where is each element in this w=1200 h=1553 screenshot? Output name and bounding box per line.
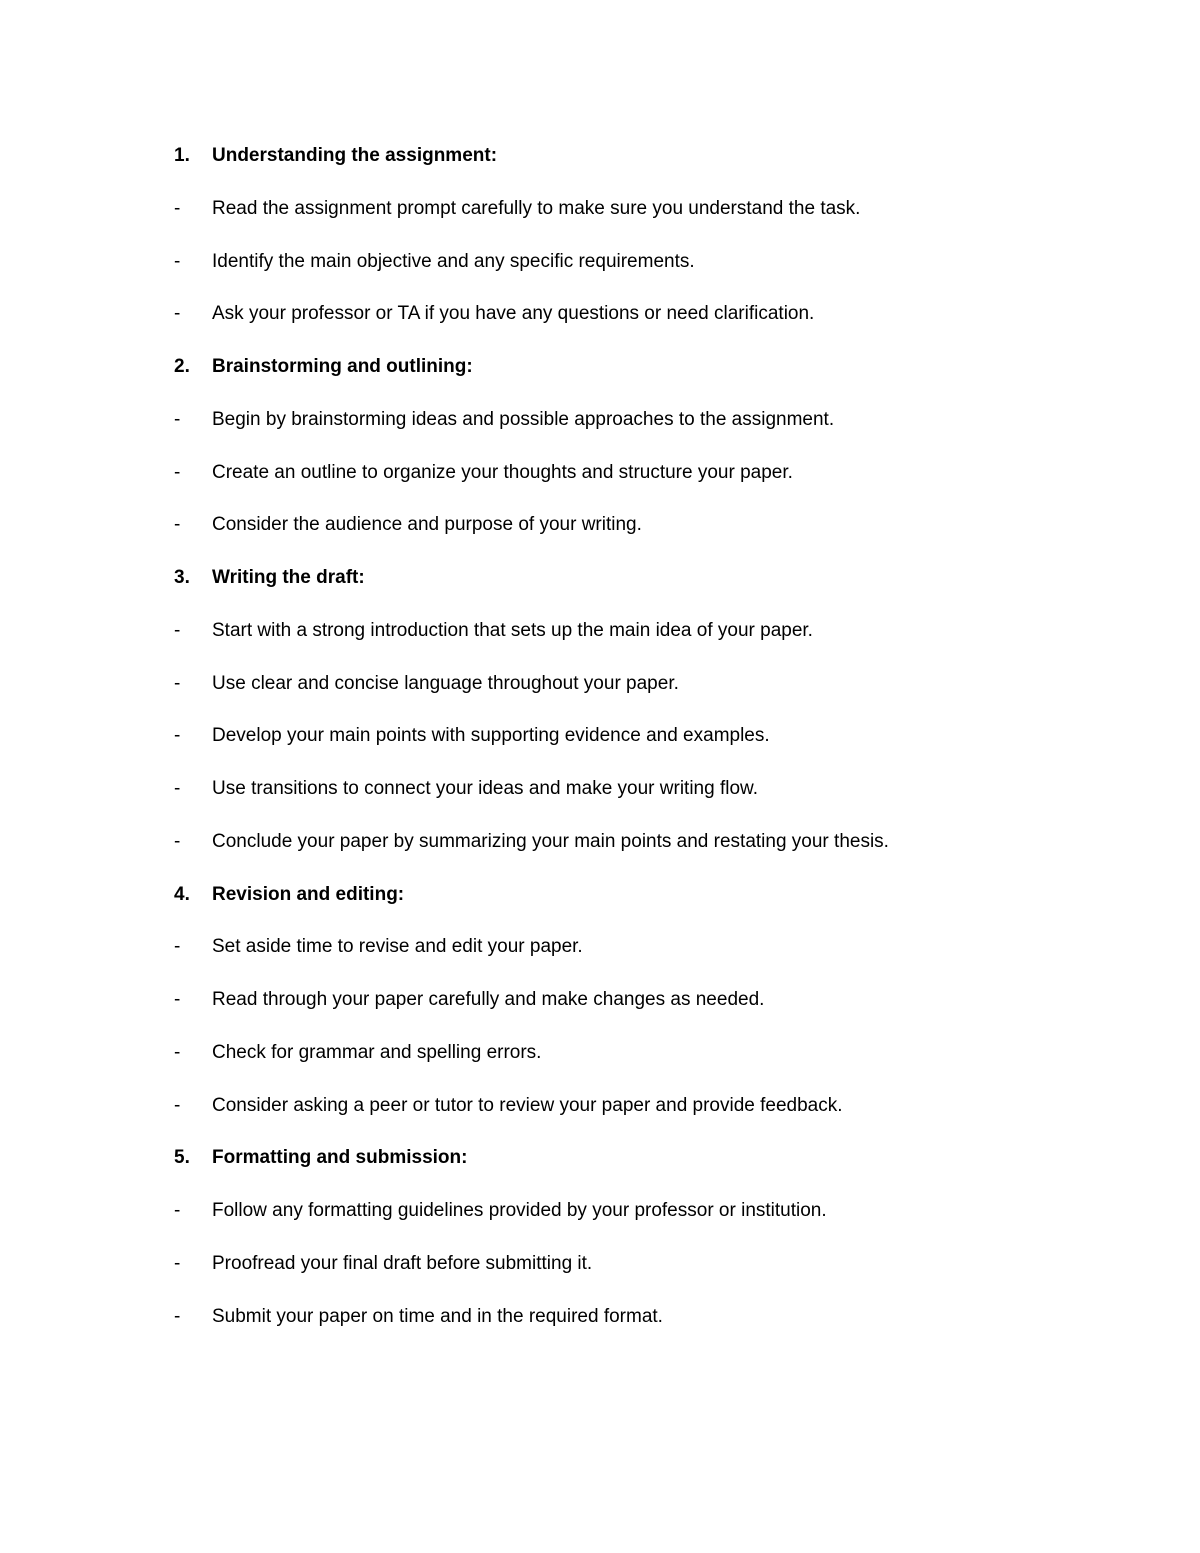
section-number: 2. (174, 356, 190, 377)
bullet-dash: - (174, 197, 181, 219)
list-item-text: Create an outline to organize your thoughts and structure your paper. (212, 461, 793, 483)
bullet-dash: - (174, 1305, 181, 1327)
document-body (174, 141, 1074, 1354)
section-number: 3. (174, 567, 190, 588)
list-item (174, 510, 1074, 563)
section-number: 1. (174, 145, 190, 166)
bullet-dash: - (174, 830, 181, 852)
list-item-text: Read the assignment prompt carefully to make sure you understand the task. (212, 197, 861, 219)
list-item-text: Identify the main objective and any specific requirements. (212, 250, 695, 272)
bullet-dash: - (174, 514, 181, 536)
bullet-dash: - (174, 672, 181, 694)
list-item (174, 405, 1074, 458)
list-item-text: Proofread your final draft before submitting it. (212, 1252, 593, 1274)
bullet-dash: - (174, 303, 181, 325)
list-item (174, 1302, 1074, 1355)
list-item (174, 721, 1074, 774)
list-item-text: Consider the audience and purpose of your writing. (212, 514, 642, 536)
list-item-text: Check for grammar and spelling errors. (212, 1041, 542, 1063)
list-item-text: Start with a strong introduction that sets up the main idea of your paper. (212, 619, 813, 641)
list-item-text: Begin by brainstorming ideas and possible approaches to the assignment. (212, 408, 835, 430)
list-item-text: Follow any formatting guidelines provided by your professor or institution. (212, 1200, 827, 1221)
section-title: Understanding the assignment: (212, 145, 498, 166)
list-item (174, 616, 1074, 669)
section-heading-4 (174, 880, 1074, 933)
list-item (174, 669, 1074, 722)
section-title: Revision and editing: (212, 883, 405, 905)
section-heading-2 (174, 352, 1074, 405)
bullet-dash: - (174, 1041, 181, 1063)
section-title: Brainstorming and outlining: (212, 356, 473, 377)
list-item-text: Use clear and concise language throughout your paper. (212, 672, 679, 694)
bullet-dash: - (174, 461, 181, 483)
section-number: 4. (174, 883, 190, 905)
bullet-dash: - (174, 936, 181, 958)
bullet-dash: - (174, 1094, 181, 1116)
list-item (174, 247, 1074, 300)
bullet-dash: - (174, 619, 181, 641)
bullet-dash: - (174, 778, 181, 799)
list-item (174, 774, 1074, 827)
bullet-dash: - (174, 1252, 181, 1274)
list-item (174, 932, 1074, 985)
list-item (174, 1249, 1074, 1302)
section-heading-5 (174, 1143, 1074, 1196)
list-item-text: Develop your main points with supporting evidence and examples. (212, 725, 770, 747)
list-item (174, 194, 1074, 247)
list-item-text: Set aside time to revise and edit your paper. (212, 936, 583, 958)
list-item-text: Submit your paper on time and in the required format. (212, 1305, 663, 1327)
list-item-text: Read through your paper carefully and make changes as needed. (212, 989, 765, 1010)
section-title: Writing the draft: (212, 567, 365, 588)
list-item (174, 1196, 1074, 1249)
list-item-text: Ask your professor or TA if you have any questions or need clarification. (212, 303, 815, 325)
list-item (174, 299, 1074, 352)
list-item (174, 827, 1074, 880)
list-item (174, 458, 1074, 511)
list-item-text: Consider asking a peer or tutor to review your paper and provide feedback. (212, 1094, 843, 1116)
list-item (174, 1091, 1074, 1144)
list-item-text: Use transitions to connect your ideas and make your writing flow. (212, 778, 758, 799)
list-item-text: Conclude your paper by summarizing your main points and restating your thesis. (212, 830, 889, 852)
list-item (174, 1038, 1074, 1091)
bullet-dash: - (174, 1200, 181, 1221)
bullet-dash: - (174, 989, 181, 1010)
section-title: Formatting and submission: (212, 1147, 468, 1169)
section-heading-3 (174, 563, 1074, 616)
section-number: 5. (174, 1147, 190, 1169)
bullet-dash: - (174, 408, 181, 430)
bullet-dash: - (174, 725, 181, 747)
bullet-dash: - (174, 250, 181, 272)
list-item (174, 985, 1074, 1038)
section-heading-1 (174, 141, 1074, 194)
